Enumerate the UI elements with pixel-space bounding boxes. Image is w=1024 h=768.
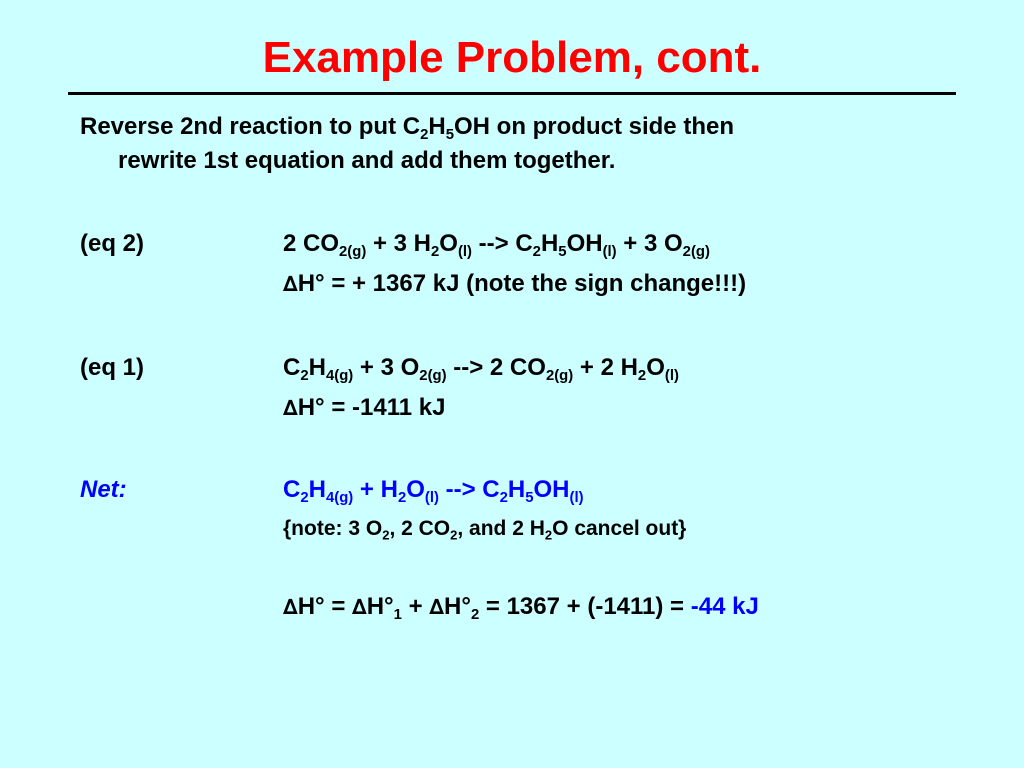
intro-line-2: rewrite 1st equation and add them together. bbox=[118, 147, 616, 174]
net-label: Net: bbox=[80, 476, 127, 503]
eq2-label: (eq 2) bbox=[80, 230, 145, 257]
delta-symbol: ∆ bbox=[352, 594, 367, 619]
delta-symbol: ∆ bbox=[429, 594, 445, 619]
intro-line-1: Reverse 2nd reaction to put $C_2H_5OH$ on product side then bbox=[80, 113, 734, 144]
answer-value: -44 kJ bbox=[690, 593, 759, 620]
delta-symbol: ∆ bbox=[283, 271, 298, 296]
title-divider bbox=[68, 92, 956, 95]
delta-symbol: ∆ bbox=[283, 395, 298, 420]
eq1-enthalpy: ∆H° = -1411 kJ bbox=[283, 394, 446, 421]
slide-title: Example Problem, cont. bbox=[262, 33, 762, 82]
enthalpy-calculation: $\Delta H^\circ = \Delta H^\circ_1 + \Delta H^\circ_2 = 1367 + (-1411) = -44$ kJ bbox=[283, 593, 759, 624]
cancel-note: {note: 3 $O_2$, 2 $CO_2$, and 2 $H_2O$ cancel out} bbox=[283, 517, 687, 543]
net-reaction: $C_2H_{4(g)} + H_2O_{(l)}$ --> $C_2H_5OH_{(l)}$ bbox=[283, 476, 584, 507]
eq2-reaction: 2 $CO_{2(g)} + 3$ $H_2O_{(l)}$ --> $C_2H_5OH_{(l)} + 3$ $O_{2(g)}$ bbox=[283, 230, 710, 261]
eq1-reaction: $C_2H_{4(g)} + 3$ $O_{2(g)}$ --> 2 $CO_{2(g)} + 2$ $H_2O_{(l)}$ bbox=[283, 354, 679, 385]
delta-symbol: ∆ bbox=[283, 594, 298, 619]
eq2-enthalpy: ∆H° = + 1367 kJ (note the sign change!!!) bbox=[283, 270, 747, 297]
eq1-label: (eq 1) bbox=[80, 354, 145, 381]
